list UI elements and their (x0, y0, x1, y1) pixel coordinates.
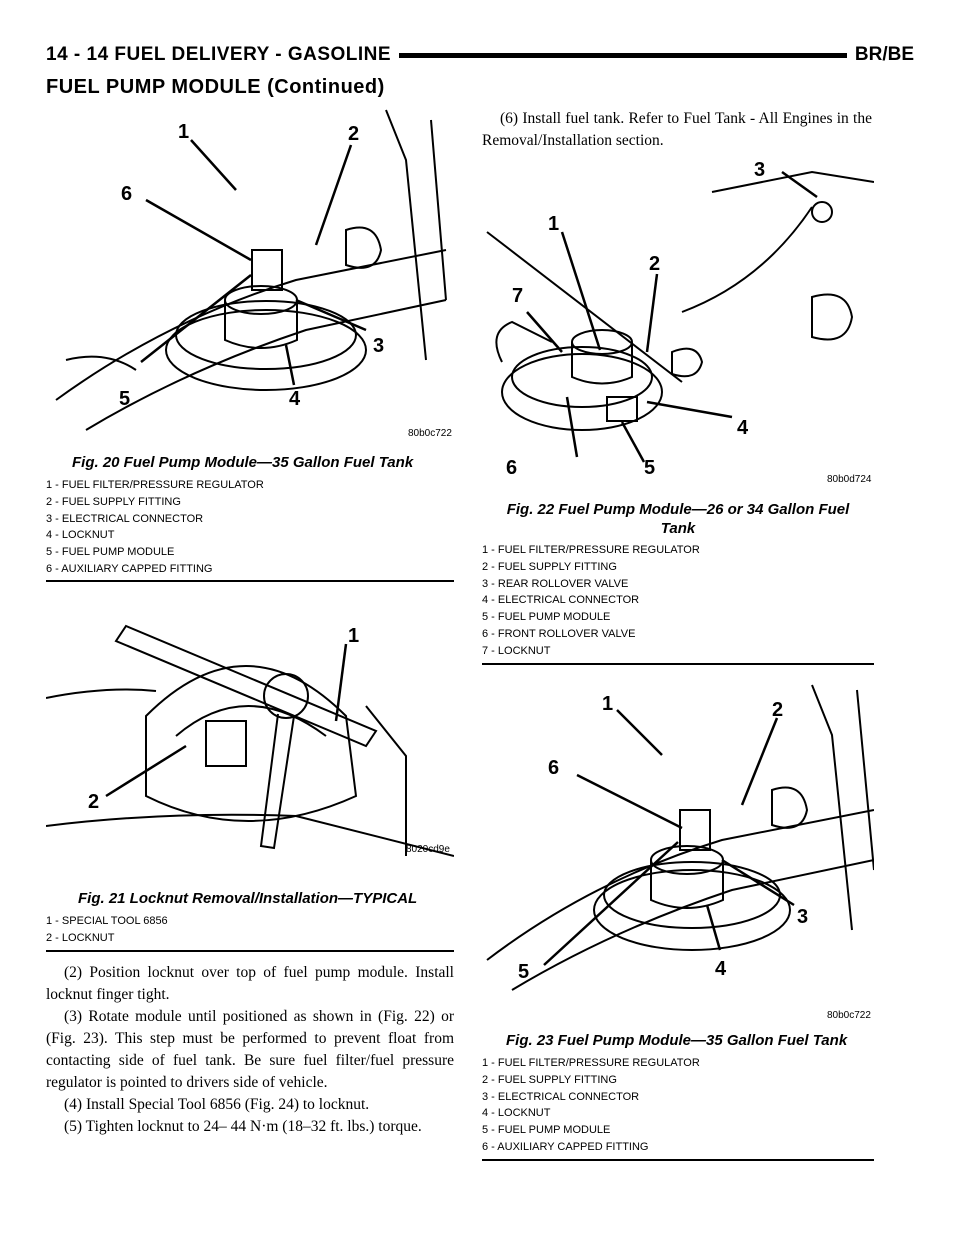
fig-20-caption: Fig. 20 Fuel Pump Module—35 Gallon Fuel Tank (72, 454, 414, 471)
legend-item: 2 - FUEL SUPPLY FITTING (46, 495, 181, 508)
legend-item: 5 - FUEL PUMP MODULE (482, 611, 611, 624)
legend-item: 5 - FUEL PUMP MODULE (482, 1124, 611, 1137)
fig-21-legend (46, 913, 168, 947)
fig-22 (482, 152, 874, 487)
step-2: (2) Position locknut over top of fuel pump module. Install locknut finger tight. (46, 964, 454, 1003)
fig-22-illustration (482, 152, 874, 487)
fig-20 (46, 100, 454, 450)
fig-23-legend (482, 1055, 700, 1156)
fig-22-callouts (506, 159, 765, 479)
header-page-ref: 14 - 14 FUEL DELIVERY - GASOLINE (46, 44, 399, 66)
fig22-callout-5: 5 (644, 457, 656, 479)
legend-item: 2 - LOCKNUT (46, 931, 115, 944)
legend-item: 4 - LOCKNUT (46, 529, 115, 542)
legend-item: 6 - AUXILIARY CAPPED FITTING (46, 562, 213, 575)
legend-item: 4 - ELECTRICAL CONNECTOR (482, 594, 640, 607)
fig-21-code: 8020cd9e (406, 844, 450, 855)
legend-item: 6 - FRONT ROLLOVER VALVE (482, 627, 636, 640)
fig23-callout-1: 1 (602, 693, 614, 715)
fig-22-caption: Fig. 22 Fuel Pump Module—26 or 34 Gallon Fuel Tank (506, 501, 850, 537)
fig22-callout-7: 7 (512, 285, 524, 307)
legend-item: 1 - FUEL FILTER/PRESSURE REGULATOR (46, 479, 264, 491)
header-model: BR/BE (847, 44, 914, 66)
fig-20-legend (46, 477, 264, 578)
fig22-callout-6: 6 (506, 457, 518, 479)
legend-item: 7 - LOCKNUT (482, 644, 551, 657)
fig21-callout-2: 2 (88, 791, 100, 813)
legend-item: 3 - ELECTRICAL CONNECTOR (46, 512, 204, 525)
fig-21 (46, 596, 454, 861)
legend-item: 4 - LOCKNUT (482, 1107, 551, 1120)
fig20-callout-2: 2 (348, 123, 360, 145)
step-3: (3) Rotate module until positioned as shown in (Fig. 22) or (Fig. 23). This step must be performed to prevent float from contacting side of fuel tank. Be sure fuel filter/fuel pressure regulator is pointed to drivers side of vehicle. (46, 1008, 454, 1091)
fig23-callout-5: 5 (518, 961, 530, 983)
fig-21-caption: Fig. 21 Locknut Removal/Installation—TYPICAL (78, 890, 418, 907)
fig20-callout-1: 1 (178, 121, 190, 143)
fig-22-legend (482, 542, 700, 660)
fig23-callout-3: 3 (797, 906, 809, 928)
legend-item: 3 - REAR ROLLOVER VALVE (482, 577, 629, 590)
fig22-callout-4: 4 (737, 417, 749, 439)
legend-item: 2 - FUEL SUPPLY FITTING (482, 560, 617, 573)
fig-21-illustration (46, 596, 454, 858)
section-title: FUEL PUMP MODULE (Continued) (46, 76, 385, 98)
fig-20-code: 80b0c722 (408, 428, 452, 439)
fig23-callout-4: 4 (715, 958, 727, 980)
legend-item: 1 - FUEL FILTER/PRESSURE REGULATOR (482, 1057, 700, 1069)
fig-23-rule (482, 1159, 874, 1161)
fig20-callout-6: 6 (121, 183, 133, 205)
fig20-callout-3: 3 (373, 335, 385, 357)
fig-22-rule (482, 663, 874, 665)
fig-20-rule (46, 580, 454, 582)
fig-23-callouts (518, 693, 808, 983)
procedure-steps-left (46, 962, 454, 1138)
fig23-callout-6: 6 (548, 757, 560, 779)
legend-item: 1 - SPECIAL TOOL 6856 (46, 915, 168, 927)
fig-22-code: 80b0d724 (827, 474, 872, 485)
step-5: (5) Tighten locknut to 24– 44 N·m (18–32 ft. lbs.) torque. (64, 1118, 422, 1135)
fig21-callout-1: 1 (348, 625, 360, 647)
fig-21-rule (46, 950, 454, 952)
step-4: (4) Install Special Tool 6856 (Fig. 24) to locknut. (64, 1096, 370, 1113)
legend-item: 3 - ELECTRICAL CONNECTOR (482, 1090, 640, 1103)
fig-23-code: 80b0c722 (827, 1010, 871, 1021)
legend-item: 2 - FUEL SUPPLY FITTING (482, 1073, 617, 1086)
legend-item: 6 - AUXILIARY CAPPED FITTING (482, 1140, 649, 1153)
fig-23-caption: Fig. 23 Fuel Pump Module—35 Gallon Fuel Tank (506, 1032, 848, 1049)
fig-23 (482, 680, 874, 1020)
fig22-callout-2: 2 (649, 253, 661, 275)
fig23-callout-2: 2 (772, 699, 784, 721)
fig22-callout-3: 3 (754, 159, 766, 181)
page-header (46, 44, 914, 74)
legend-item: 1 - FUEL FILTER/PRESSURE REGULATOR (482, 544, 700, 556)
fig-23-illustration (482, 680, 874, 1015)
fig22-callout-1: 1 (548, 213, 560, 235)
fig-21-callouts (88, 625, 359, 813)
fig20-callout-5: 5 (119, 388, 131, 410)
fig-20-illustration (46, 100, 454, 445)
procedure-step-6: (6) Install fuel tank. Refer to Fuel Tank - All Engines in the Removal/Installation section. (482, 110, 872, 149)
legend-item: 5 - FUEL PUMP MODULE (46, 546, 175, 559)
fig20-callout-4: 4 (289, 388, 301, 410)
